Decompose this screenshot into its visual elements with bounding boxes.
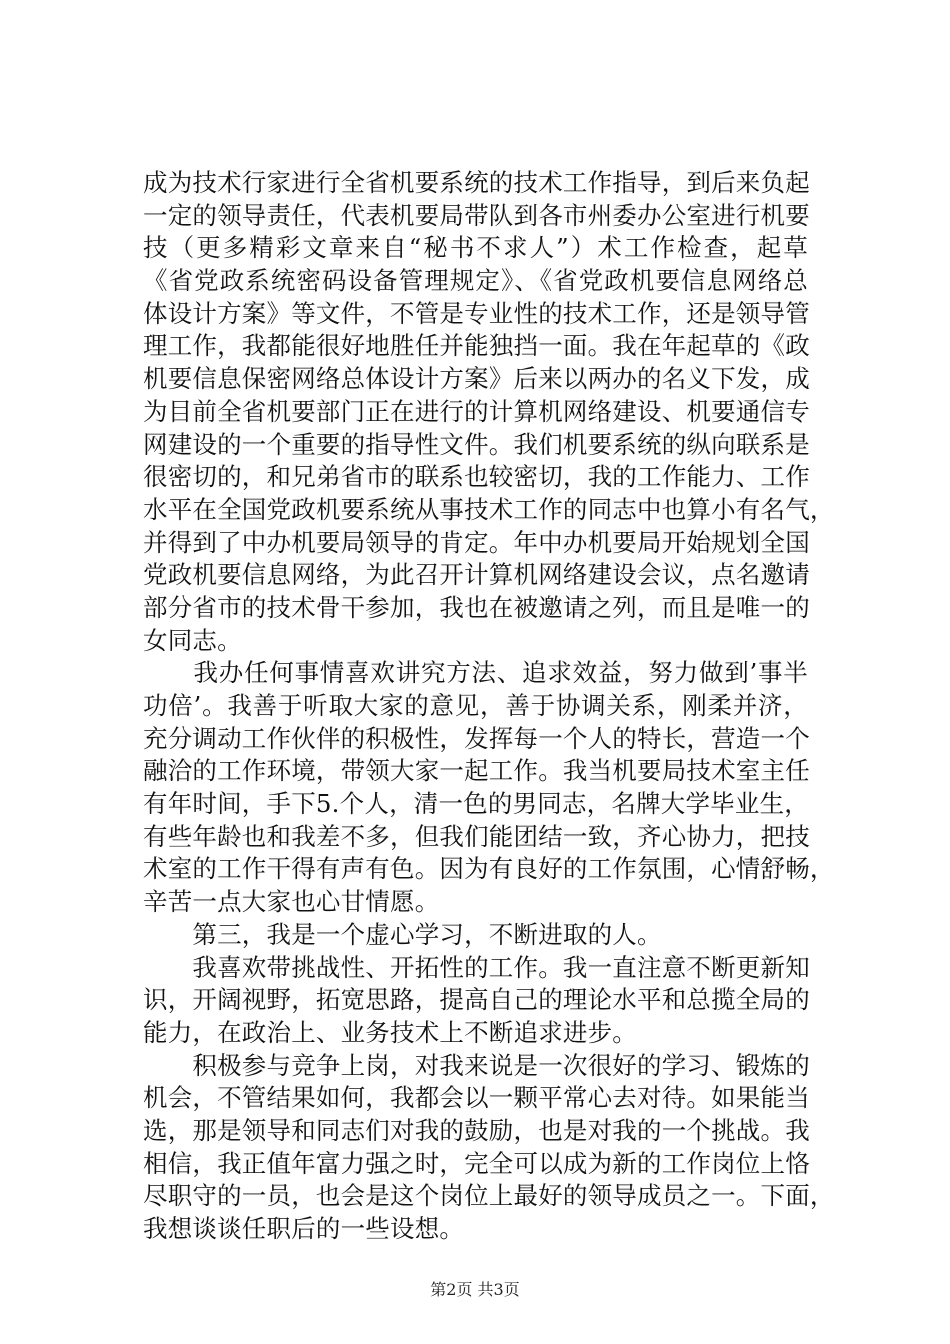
text-line: 辛苦一点大家也心甘情愿。	[143, 887, 440, 917]
text-line: 积极参与竞争上岗，对我来说是一次很好的学习、锻炼的	[143, 1050, 810, 1080]
text-line: 识，开阔视野，拓宽思路，提高自己的理论水平和总揽全局的	[143, 985, 810, 1015]
text-line: 有些年龄也和我差不多，但我们能团结一致，齐心协力，把技	[143, 821, 810, 851]
text-line: 功倍’。我善于听取大家的意见，善于协调关系，刚柔并济，	[143, 691, 808, 720]
text-line: 技（更多精彩文章来自“秘书不求人”）术工作检查，起草	[143, 233, 808, 263]
text-line: 并得到了中办机要局领导的肯定。年中办机要局开始规划全国	[143, 527, 810, 557]
text-line: 我办任何事情喜欢讲究方法、追求效益，努力做到’事半	[143, 658, 808, 688]
text-line: 水平在全国党政机要系统从事技术工作的同志中也算小有名气，	[143, 494, 835, 524]
text-line: 《省党政系统密码设备管理规定》、《省党政机要信息网络总	[143, 266, 808, 296]
text-line: 机要信息保密网络总体设计方案》后来以两办的名义下发，成	[143, 364, 810, 394]
text-line: 尽职守的一员，也会是这个岗位上最好的领导成员之一。下面，	[143, 1181, 835, 1211]
text-line: 我喜欢带挑战性、开拓性的工作。我一直注意不断更新知	[143, 952, 810, 982]
text-line: 能力，在政治上、业务技术上不断追求进步。	[143, 1017, 637, 1047]
text-line: 党政机要信息网络，为此召开计算机网络建设会议，点名邀请	[143, 560, 810, 590]
text-line: 部分省市的技术骨干参加，我也在被邀请之列，而且是唯一的	[143, 592, 810, 622]
text-line: 选，那是领导和同志们对我的鼓励，也是对我的一个挑战。我	[143, 1115, 810, 1145]
text-line: 网建设的一个重要的指导性文件。我们机要系统的纵向联系是	[143, 429, 810, 459]
text-line: 很密切的，和兄弟省市的联系也较密切，我的工作能力、工作	[143, 462, 810, 492]
text-line: 为目前全省机要部门正在进行的计算机网络建设、机要通信专	[143, 396, 810, 426]
document-body	[143, 167, 835, 1246]
text-line: 第三，我是一个虚心学习，不断进取的人。	[143, 919, 662, 949]
text-line: 相信，我正值年富力强之时，完全可以成为新的工作岗位上恪	[143, 1148, 810, 1178]
page-footer: 第2页 共3页	[430, 1280, 520, 1299]
text-line: 机会，不管结果如何，我都会以一颗平常心去对待。如果能当	[143, 1083, 810, 1113]
text-line: 融洽的工作环境，带领大家一起工作。我当机要局技术室主任	[143, 756, 810, 786]
text-line: 我想谈谈任职后的一些设想。	[143, 1214, 465, 1243]
text-line: 体设计方案》等文件，不管是专业性的技术工作，还是领导管	[143, 298, 810, 328]
text-line: 理工作，我都能很好地胜任并能独挡一面。我在年起草的《政	[143, 331, 810, 361]
text-line: 成为技术行家进行全省机要系统的技术工作指导，到后来负起	[143, 168, 810, 197]
text-line: 女同志。	[143, 625, 242, 655]
text-line: 充分调动工作伙伴的积极性，发挥每一个人的特长，营造一个	[143, 723, 810, 753]
text-line: 有年时间，手下5.个人，清一色的男同志，名牌大学毕业生，	[143, 789, 809, 819]
text-line: 术室的工作干得有声有色。因为有良好的工作氛围，心情舒畅，	[143, 854, 835, 884]
text-line: 一定的领导责任，代表机要局带队到各市州委办公室进行机要	[143, 200, 810, 230]
